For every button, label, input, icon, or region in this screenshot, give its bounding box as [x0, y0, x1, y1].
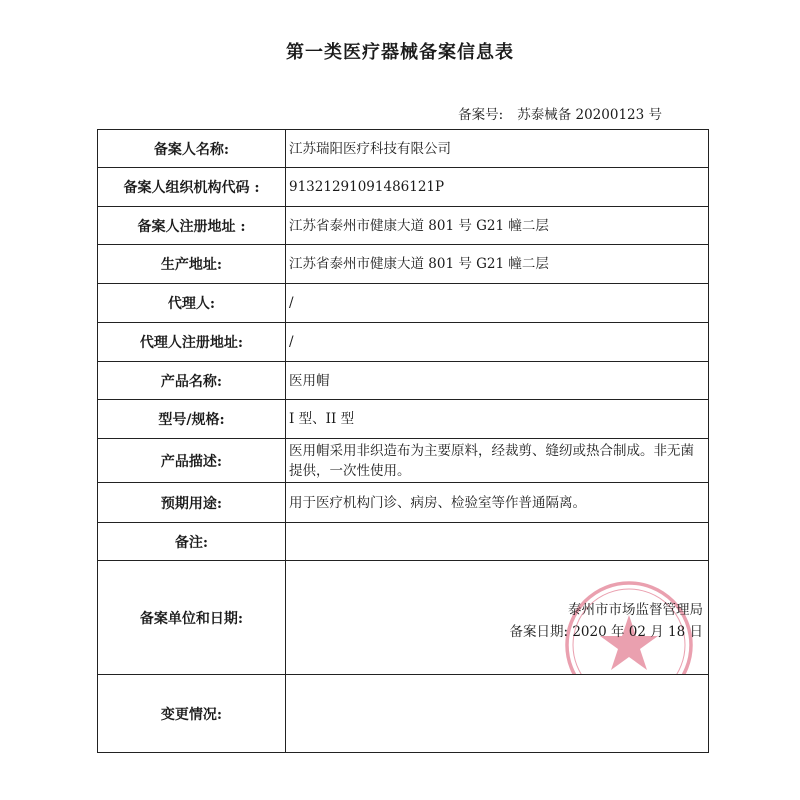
table-row: [98, 168, 709, 207]
field-value: 江苏省泰州市健康大道 801 号 G21 幢二层: [286, 245, 709, 284]
field-value: I 型、II 型: [286, 400, 709, 439]
field-value: /: [286, 323, 709, 362]
table-row: [98, 675, 709, 753]
record-number-label: 备案号:: [458, 107, 504, 123]
field-label: 备案单位和日期:: [98, 561, 286, 675]
field-label: 变更情况:: [98, 675, 286, 753]
table-row: [98, 483, 709, 523]
document-title: 第一类医疗器械备案信息表: [286, 42, 514, 63]
field-label: 型号/规格:: [98, 400, 286, 439]
field-label: 备案人名称:: [98, 130, 286, 168]
field-label: 产品名称:: [98, 362, 286, 400]
field-value: 江苏省泰州市健康大道 801 号 G21 幢二层: [286, 207, 709, 245]
field-value: 医用帽: [286, 362, 709, 400]
field-label: 备案人组织机构代码 :: [98, 168, 286, 207]
field-value: 江苏瑞阳医疗科技有限公司: [286, 130, 709, 168]
record-number-value: 苏泰械备 20200123 号: [517, 107, 662, 123]
field-label: 备注:: [98, 523, 286, 561]
table-row: [98, 207, 709, 245]
table-row: [98, 439, 709, 483]
filing-unit: 泰州市市场监督管理局: [568, 602, 703, 618]
filing-info: [509, 599, 703, 643]
field-value: /: [286, 284, 709, 323]
filing-date: 备案日期: 2020 年 02 月 18 日: [509, 624, 703, 640]
info-table: [97, 129, 709, 753]
filing-cell: [286, 561, 709, 675]
record-number: [458, 103, 662, 123]
table-row: [98, 523, 709, 561]
table-row: [98, 284, 709, 323]
field-value: [286, 523, 709, 561]
table-row: [98, 400, 709, 439]
table-row: [98, 323, 709, 362]
field-value: 医用帽采用非织造布为主要原料，经裁剪、缝纫或热合制成。非无菌提供，一次性使用。: [286, 439, 709, 483]
table-row: [98, 130, 709, 168]
field-label: 代理人:: [98, 284, 286, 323]
field-label: 预期用途:: [98, 483, 286, 523]
field-value: [286, 675, 709, 753]
field-value: 91321291091486121P: [286, 168, 709, 207]
field-label: 产品描述:: [98, 439, 286, 483]
field-label: 备案人注册地址 :: [98, 207, 286, 245]
table-row: [98, 561, 709, 675]
field-label: 生产地址:: [98, 245, 286, 284]
table-row: [98, 245, 709, 284]
table-row: [98, 362, 709, 400]
field-value: 用于医疗机构门诊、病房、检验室等作普通隔离。: [286, 483, 709, 523]
field-label: 代理人注册地址:: [98, 323, 286, 362]
